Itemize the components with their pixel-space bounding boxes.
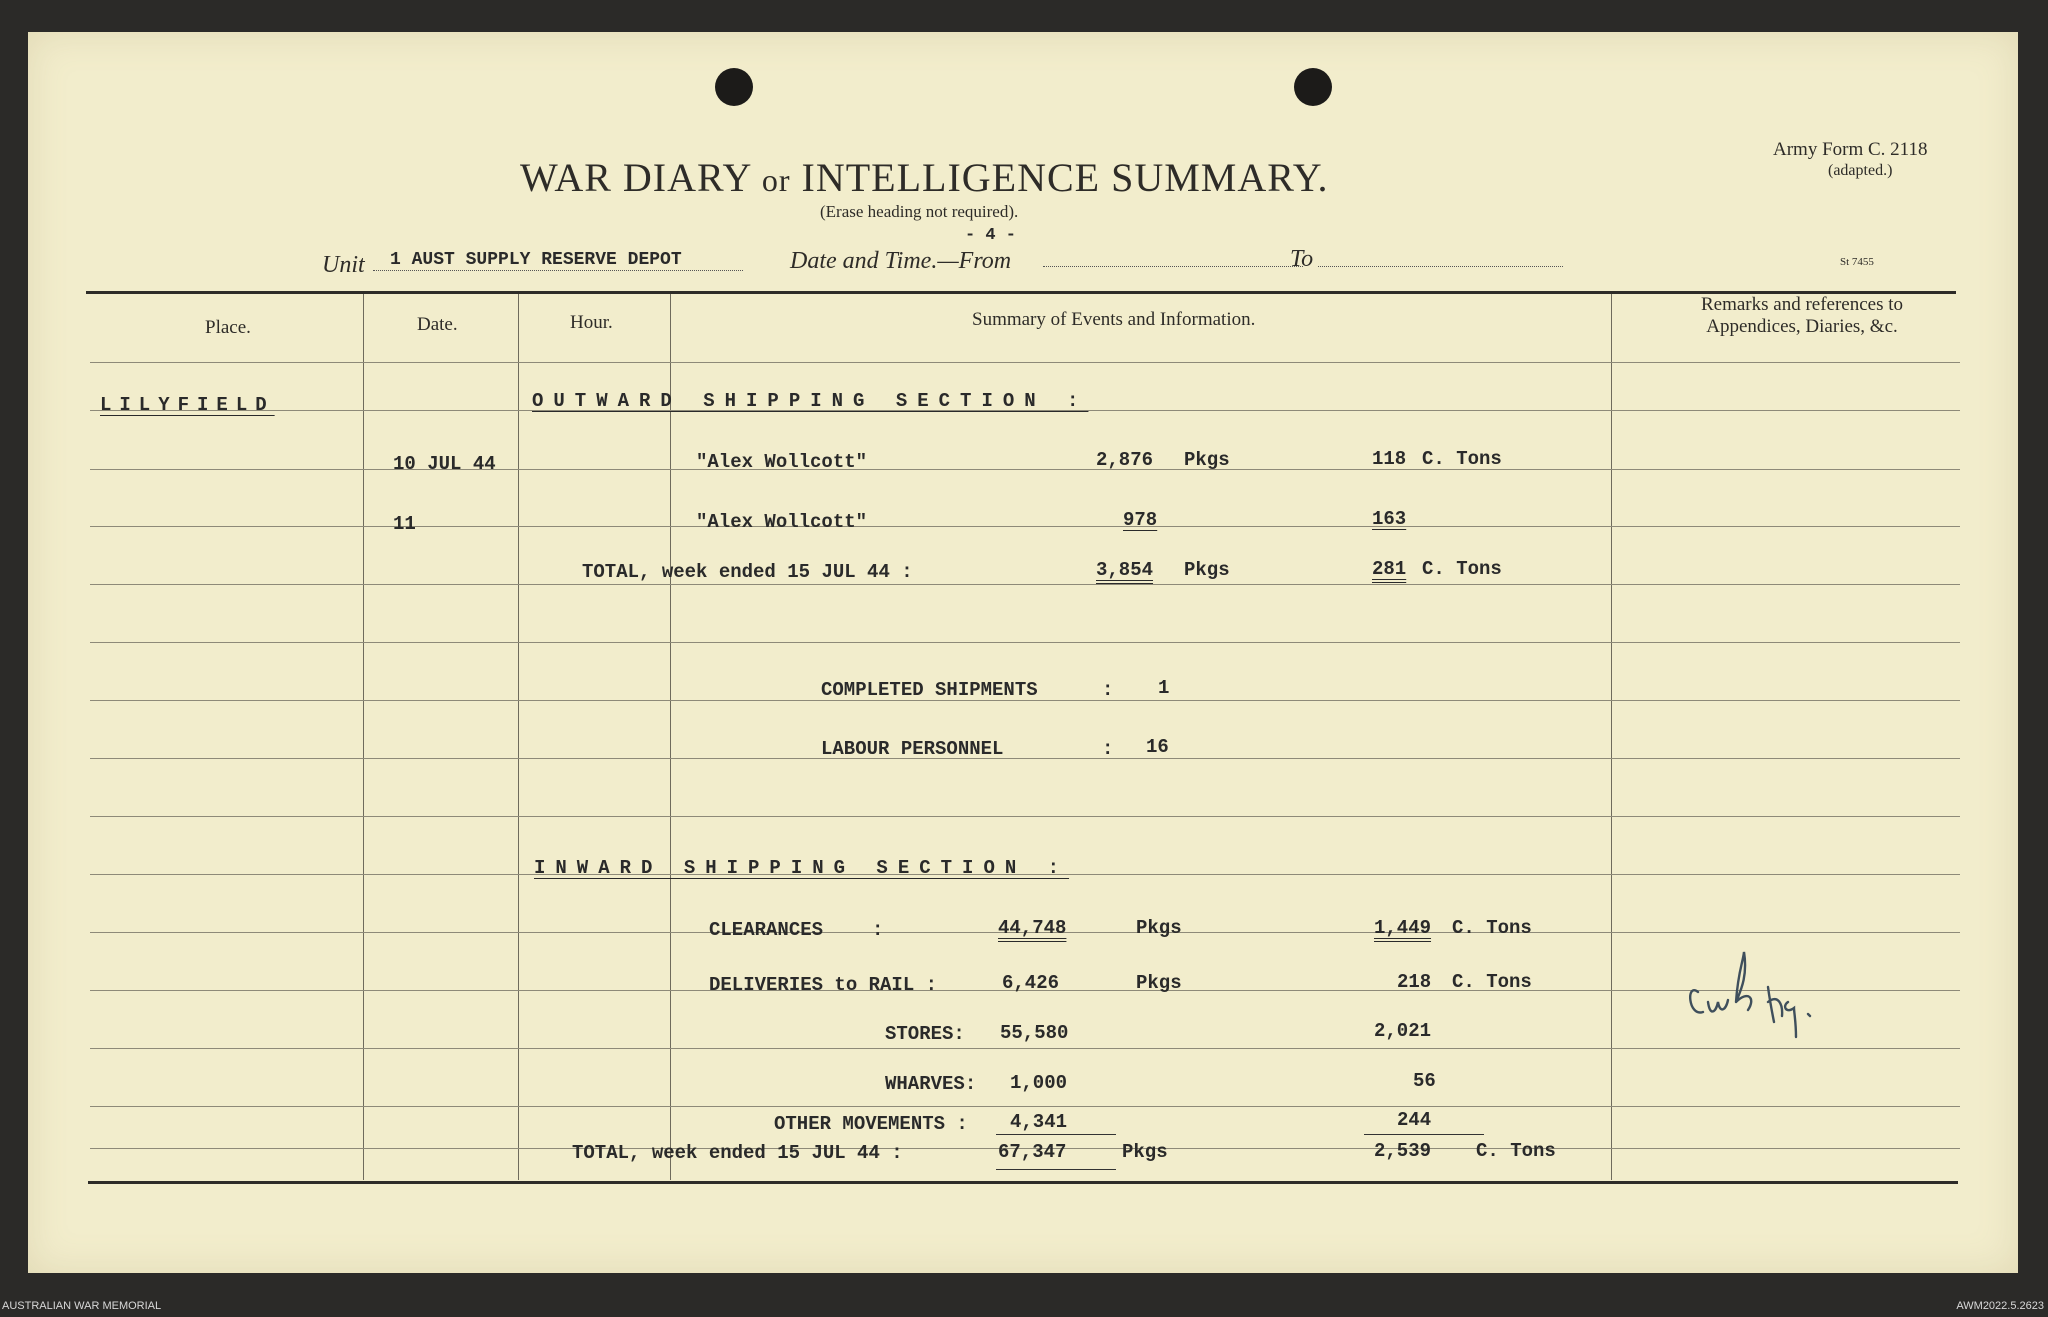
- ruled-line: [90, 758, 1960, 759]
- deliveries-label: DELIVERIES to RAIL :: [709, 974, 938, 996]
- ruled-line: [90, 1106, 1960, 1107]
- row2-tons: 163: [1372, 508, 1407, 530]
- page-title: [520, 154, 1328, 201]
- deliveries-tons: 218: [1397, 971, 1432, 993]
- stores-pkgs: 55,580: [1000, 1022, 1069, 1044]
- row1-tons: 118: [1372, 448, 1407, 470]
- clearances-pkgs: 44,748: [998, 917, 1067, 939]
- header-remarks: [1667, 294, 1937, 338]
- title-or: or: [761, 162, 791, 198]
- deliveries-tons-unit: C. Tons: [1452, 971, 1532, 993]
- row2-date: 11: [393, 513, 416, 535]
- completed-shipments-sep: :: [1102, 679, 1114, 701]
- labour-personnel-sep: :: [1102, 738, 1114, 760]
- footer-accession: AWM2022.5.2623: [1956, 1300, 2044, 1312]
- row1-tons-unit: C. Tons: [1422, 448, 1502, 470]
- wharves-pkgs: 1,000: [1010, 1072, 1068, 1094]
- wharves-tons: 56: [1413, 1070, 1436, 1092]
- row1-pkgs: 2,876: [1096, 449, 1154, 471]
- row1-ship: "Alex Wollcott": [696, 451, 868, 473]
- completed-shipments-value: 1: [1158, 677, 1170, 699]
- erase-note: (Erase heading not required).: [820, 202, 1019, 221]
- adapted-note: (adapted.): [1828, 162, 1893, 179]
- header-place: Place.: [205, 317, 251, 338]
- inward-total-tons-unit: C. Tons: [1476, 1140, 1556, 1162]
- signature-image: [1678, 932, 1868, 1052]
- punch-hole-left: [715, 68, 753, 106]
- ruled-line: [90, 816, 1960, 817]
- deliveries-pkgs-unit: Pkgs: [1136, 972, 1182, 994]
- row1-date: 10 JUL 44: [393, 453, 496, 475]
- other-movements-tons: 244: [1397, 1109, 1432, 1131]
- clearances-tons-unit: C. Tons: [1452, 917, 1532, 939]
- labour-personnel-value: 16: [1146, 736, 1169, 758]
- page-number: - 4 -: [965, 226, 1017, 245]
- unit-label: Unit: [322, 252, 365, 278]
- wharves-label: WHARVES:: [885, 1073, 977, 1095]
- outward-total-label: TOTAL, week ended 15 JUL 44 :: [582, 561, 913, 583]
- other-movements-tons-underline: [1364, 1134, 1484, 1135]
- outward-total-tons-unit: C. Tons: [1422, 558, 1502, 580]
- labour-personnel-label: LABOUR PERSONNEL: [821, 738, 1004, 760]
- header-remarks-line2: Appendices, Diaries, &c.: [1706, 316, 1898, 337]
- other-movements-label: OTHER MOVEMENTS :: [774, 1113, 968, 1135]
- outward-total-tons: 281: [1372, 558, 1407, 580]
- punch-hole-right: [1294, 68, 1332, 106]
- ruled-line: [90, 584, 1960, 585]
- other-movements-pkgs-underline: [996, 1134, 1116, 1135]
- outward-heading: OUTWARD SHIPPING SECTION :: [532, 390, 1089, 412]
- ruled-line: [90, 642, 1960, 643]
- title-summary: INTELLIGENCE SUMMARY.: [801, 155, 1329, 200]
- clearances-sep: :: [872, 919, 884, 941]
- inward-heading: INWARD SHIPPING SECTION :: [534, 857, 1070, 879]
- army-form-label: Army Form C. 2118: [1773, 139, 1928, 160]
- row2-pkgs: 978: [1123, 509, 1158, 531]
- header-summary: Summary of Events and Information.: [972, 309, 1256, 330]
- inward-total-pkgs-underline: [996, 1169, 1116, 1170]
- diary-page: [28, 32, 2018, 1273]
- deliveries-pkgs: 6,426: [1002, 972, 1060, 994]
- row2-ship: "Alex Wollcott": [696, 511, 868, 533]
- completed-shipments-label: COMPLETED SHIPMENTS: [821, 679, 1038, 701]
- ruled-line: [90, 469, 1960, 470]
- outward-total-pkgs-unit: Pkgs: [1184, 559, 1230, 581]
- header-remarks-line1: Remarks and references to: [1700, 294, 1904, 315]
- other-movements-pkgs: 4,341: [1010, 1111, 1068, 1133]
- inward-total-pkgs-unit: Pkgs: [1122, 1141, 1168, 1163]
- header-date: Date.: [417, 314, 458, 335]
- from-dotted-line: [1043, 266, 1303, 267]
- date-time-label: Date and Time.—From: [790, 248, 1012, 274]
- stores-label: STORES:: [885, 1023, 965, 1045]
- stores-tons: 2,021: [1374, 1020, 1432, 1042]
- clearances-tons: 1,449: [1374, 917, 1432, 939]
- unit-dotted-line: [373, 270, 743, 271]
- unit-value: 1 AUST SUPPLY RESERVE DEPOT: [390, 250, 682, 270]
- form-code: St 7455: [1840, 256, 1874, 268]
- table-bottom-border: [88, 1181, 1958, 1184]
- inward-total-pkgs: 67,347: [998, 1141, 1067, 1163]
- to-dotted-line: [1318, 266, 1563, 267]
- place-lilyfield: LILYFIELD: [100, 394, 275, 416]
- inward-total-tons: 2,539: [1374, 1140, 1432, 1162]
- clearances-pkgs-unit: Pkgs: [1136, 917, 1182, 939]
- clearances-label: CLEARANCES: [709, 919, 824, 941]
- to-label: To: [1290, 246, 1314, 272]
- outward-total-pkgs: 3,854: [1096, 559, 1154, 581]
- header-hour: Hour.: [570, 312, 613, 333]
- footer-institution: AUSTRALIAN WAR MEMORIAL: [2, 1300, 162, 1312]
- ruled-line: [90, 362, 1960, 363]
- row1-pkgs-unit: Pkgs: [1184, 449, 1230, 471]
- ruled-line: [90, 526, 1960, 527]
- inward-total-label: TOTAL, week ended 15 JUL 44 :: [572, 1142, 903, 1164]
- title-war-diary: WAR DIARY: [520, 155, 751, 200]
